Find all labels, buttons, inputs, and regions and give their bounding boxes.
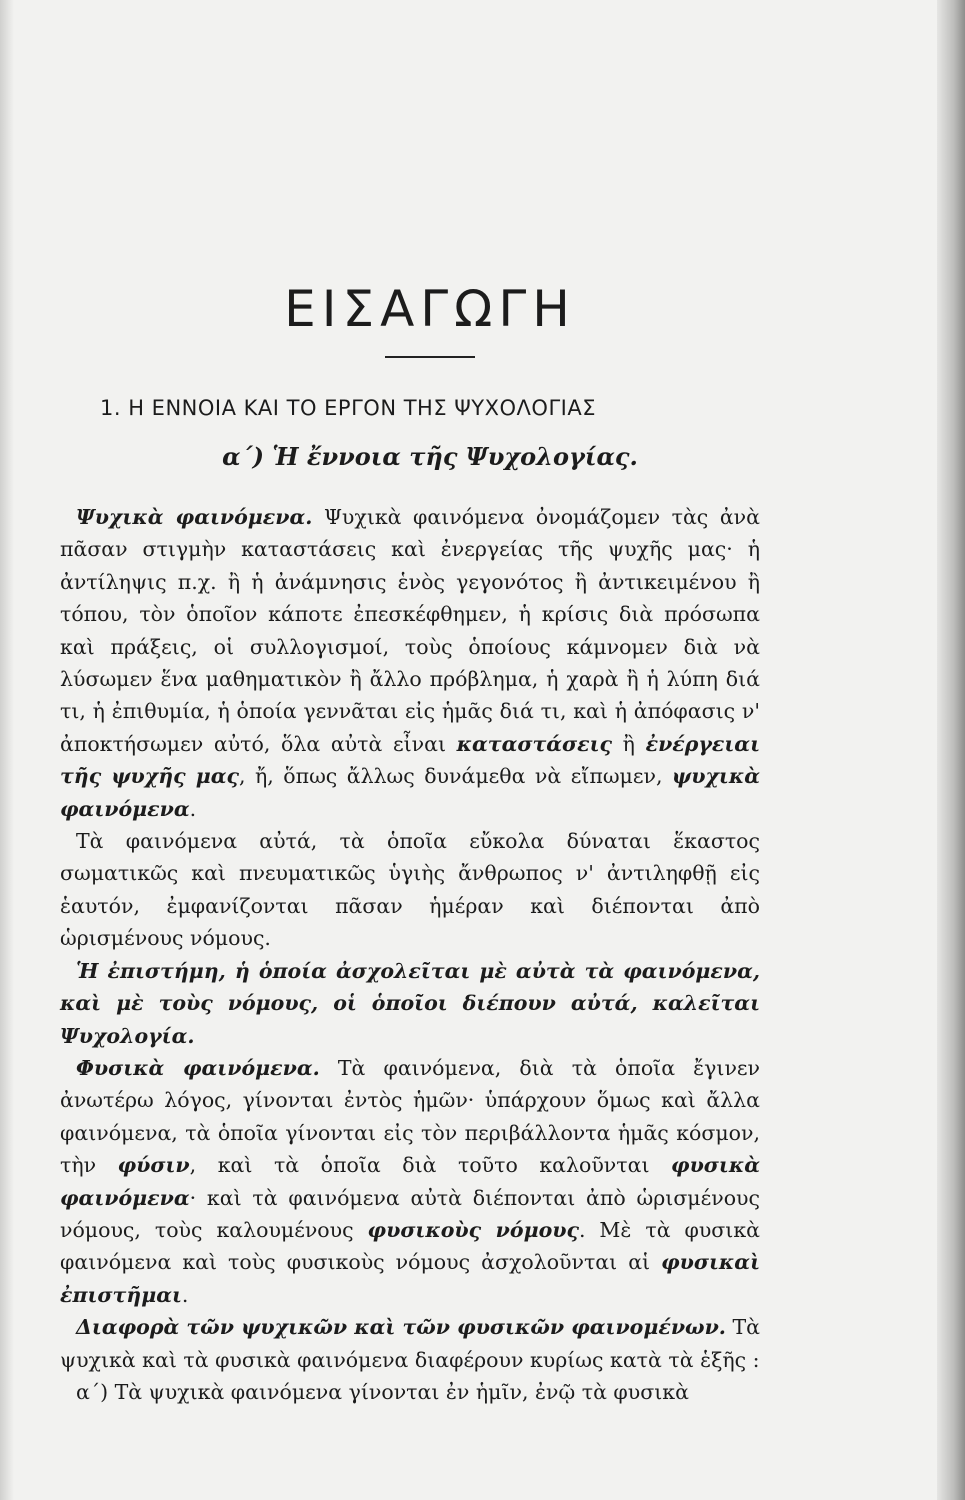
emphasis-text: φυσικοὺς νόμους — [367, 1217, 579, 1242]
paragraph — [60, 1311, 760, 1376]
emphasis-text: φύσιν — [117, 1153, 190, 1178]
paragraph-text: Τὰ φαινόμενα, διὰ τὰ ὁποῖα ἔγινεν ἀνωτέρω λόγος, γίνονται ἐντὸς ἡμῶν· ὑπάρχουν ὅμως καὶ ἄλλα φαινόμενα, τὰ ὁποῖα γίνονται εἰς τὸν περιβάλλοντα ἡμᾶς κόσμον, τὴν — [60, 1055, 760, 1178]
paragraph-text: ἢ — [612, 731, 646, 756]
paragraph — [60, 825, 760, 955]
paragraph-text: α΄) Τὰ ψυχικὰ φαινόμενα γίνονται ἐν ἡμῖν, ἐνῷ τὰ φυσικὰ — [76, 1379, 689, 1404]
emphasis-text: Διαφορὰ τῶν ψυχικῶν καὶ τῶν φυσικῶν φαινομένων. — [76, 1315, 726, 1340]
emphasis-text: φυσικὰ φαινόμενα — [60, 1153, 760, 1210]
paragraph-text: Ψυχικὰ φαινόμενα ὀνομάζομεν τὰς ἀνὰ πᾶσαν στιγμὴν καταστάσεις καὶ ἐνεργείας τῆς ψυχῆς μας· ἡ ἀντίληψις π.χ. ἢ ἡ ἀνάμνησις ἑνὸς γεγονότος ἢ ἀντικειμένου ἢ τόπου, τὸν ὁποῖον κάποτε ἐπεσκέφθημεν, ἡ κρίσις διὰ πρόσωπα καὶ πράξεις, οἱ συλλογισμοί, τοὺς ὁποίους κάμνομεν διὰ νὰ λύσωμεν ἕνα μαθηματικὸν ἢ ἄλλο πρόβλημα, ἡ χαρὰ ἢ ἡ λύπη διά τι, ἡ ἐπιθυμία, ἡ ὁποία γεννᾶται εἰς ἡμᾶς διά τι, καὶ ἡ ἀπόφασις ν' ἀποκτήσωμεν αὐτό, ὅλα αὐτὰ εἶναι — [60, 505, 760, 756]
emphasis-text: Ἡ ἐπιστήμη, ἡ ὁποία ἀσχολεῖται μὲ αὐτὰ τὰ φαινόμενα, καὶ μὲ τοὺς νόμους, οἱ ὁποῖοι διέπουν αὐτά, καλεῖται Ψυχολογία. — [60, 958, 760, 1048]
paragraph — [60, 501, 760, 825]
emphasis-text: φυσικαὶ ἐπιστῆμαι — [60, 1250, 760, 1307]
page-edge — [937, 0, 965, 1500]
page-gutter-shadow — [0, 0, 14, 1500]
chapter-title: ΕΙΣΑΓΩΓΗ — [284, 280, 576, 338]
emphasis-text: ψυχικὰ φαινόμενα — [60, 764, 760, 821]
page-content — [60, 280, 760, 1408]
emphasis-text: Φυσικὰ φαινόμενα. — [76, 1055, 320, 1080]
paragraph-text: . — [181, 1282, 189, 1307]
paragraph-text: . — [189, 796, 197, 821]
paragraph-text: Τὰ ψυχικὰ καὶ τὰ φυσικὰ φαινόμενα διαφέρουν κυρίως κατὰ τὰ ἑξῆς : — [60, 1315, 760, 1372]
section-heading: 1. Η ΕΝΝΟΙΑ ΚΑΙ ΤΟ ΕΡΓΟΝ ΤΗΣ ΨΥΧΟΛΟΓΙΑΣ — [100, 396, 596, 420]
paragraph — [60, 955, 760, 1052]
paragraph — [60, 1376, 760, 1408]
paragraph-text: , ἤ, ὅπως ἄλλως δυνάμεθα νὰ εἴπωμεν, — [239, 764, 672, 789]
paragraph — [60, 1052, 760, 1311]
title-divider — [385, 356, 475, 358]
body-text — [60, 501, 760, 1408]
paragraph-text: . Μὲ τὰ φυσικὰ φαινόμενα καὶ τοὺς φυσικοὺς νόμους ἀσχολοῦνται αἱ — [60, 1217, 760, 1275]
subsection-heading: α΄) Ἡ ἔννοια τῆς Ψυχολογίας. — [222, 442, 638, 471]
emphasis-text: Ψυχικὰ φαινόμενα. — [76, 505, 313, 529]
emphasis-text: ἐνέργειαι τῆς ψυχῆς μας — [60, 731, 761, 789]
paragraph-text: Τὰ φαινόμενα αὐτά, τὰ ὁποῖα εὔκολα δύναται ἕκαστος σωματικῶς καὶ πνευματικῶς ὑγιὴς ἄνθρωπος ν' ἀντιληφθῇ εἰς ἑαυτόν, ἐμφανίζονται πᾶσαν ἡμέραν καὶ διέπονται ἀπὸ ὡρισμένους νόμους. — [60, 829, 760, 951]
emphasis-text: καταστάσεις — [456, 731, 613, 756]
paragraph-text: · καὶ τὰ φαινόμενα αὐτὰ διέπονται ἀπὸ ὡρισμένους νόμους, τοὺς καλουμένους — [60, 1185, 760, 1242]
paragraph-text: , καὶ τὰ ὁποῖα διὰ τοῦτο καλοῦνται — [189, 1153, 672, 1178]
